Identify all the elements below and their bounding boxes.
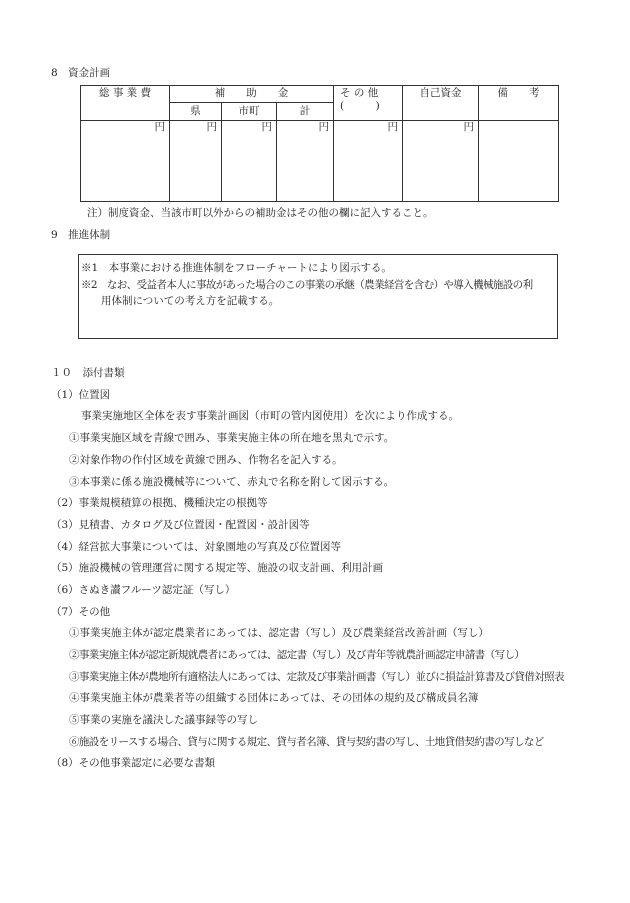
header-subtotal: 計 — [277, 103, 334, 121]
attachment-item-4: （4）経営拡大事業については、対象園地の写真及び位置図等 — [51, 541, 341, 553]
attachment-item-7-sub-4: ④事業実施主体が農業者等の組織する団体にあっては、その団体の規約及び構成員名簿 — [69, 692, 479, 704]
attachment-item-1-sub-1: ①事業実施区域を青線で囲み、事業実施主体の所在地を黒丸で示す。 — [69, 432, 395, 444]
attachment-item-1-sub-3: ③本事業に係る施設機械等について、赤丸で名称を附して図示する。 — [69, 476, 395, 488]
attachment-item-7-sub-5: ⑤事業の実施を議決した議事録等の写し — [69, 714, 258, 726]
attachment-item-1-desc: 事業実施地区全体を表す事業計画図（市町の管内図使用）を次により作成する。 — [81, 410, 459, 422]
attachment-item-6: （6）さぬき讃フルーツ認定証（写し） — [51, 584, 236, 596]
header-subsidy: 補 助 金 — [170, 86, 334, 103]
header-prefecture: 県 — [170, 103, 222, 121]
attachment-item-7: （7）その他 — [51, 606, 111, 618]
section-10-heading: １０ 添付書類 — [51, 367, 125, 379]
section-8-note: 注）制度資金、当該市町以外からの補助金はその他の欄に記入すること。 — [87, 207, 434, 219]
header-notes: 備 考 — [479, 86, 559, 121]
attachment-item-2: （2）事業規模積算の根拠、機種決定の根拠等 — [51, 497, 268, 509]
section-9-item-1: ※1 本事業における推進体制をフローチャートにより図示する。 — [81, 262, 392, 274]
attachment-item-8: （8）その他事業認定に必要な書類 — [51, 757, 216, 769]
attachment-item-3: （3）見積書、カタログ及び位置図・配置図・設計図等 — [51, 519, 310, 531]
header-own-funds: 自己資金 — [403, 86, 479, 121]
attachment-item-7-sub-6: ⑥施設をリースする場合、貸与に関する規定、貸与者名簿、貸与契約書の写し、土地貸借契約書の写しなど — [69, 736, 544, 748]
attachment-item-7-sub-3: ③事業実施主体が農地所有適格法人にあっては、定款及び事業計画書（写し）並びに損益計算書及び貸借対照表 — [69, 671, 564, 683]
attachment-item-1-sub-2: ②対象作物の作付区域を黄線で囲み、作物名を記入する。 — [69, 454, 343, 466]
cell-total-cost: 円 — [81, 121, 170, 202]
cell-subtotal: 円 — [277, 121, 334, 202]
header-other: そ の 他 ( ) — [334, 86, 403, 121]
section-9-item-2-line-2: 用体制についての考え方を記載する。 — [101, 295, 280, 307]
section-9-heading: 9 推進体制 — [51, 229, 111, 241]
attachment-item-7-sub-2: ②事業実施主体が認定新規就農者にあっては、認定書（写し）及び青年等就農計画認定申請書（写し） — [69, 649, 525, 661]
section-8-heading: 8 資金計画 — [51, 67, 111, 79]
cell-notes — [479, 121, 559, 202]
header-city: 市町 — [222, 103, 277, 121]
cell-prefecture: 円 — [170, 121, 222, 202]
section-9-item-2-line-1: ※2 なお、受益者本人に事故があった場合のこの事業の承継（農業経営を含む）や導入機械施設の利 — [81, 279, 533, 291]
attachment-item-1: （1）位置図 — [51, 389, 111, 401]
cell-other: 円 — [334, 121, 403, 202]
cell-own-funds: 円 — [403, 121, 479, 202]
header-total-cost: 総 事 業 費 — [81, 86, 170, 121]
cell-city: 円 — [222, 121, 277, 202]
attachment-item-5: （5）施設機械の管理運営に関する規定等、施設の収支計画、利用計画 — [51, 562, 384, 574]
attachment-item-7-sub-1: ①事業実施主体が認定農業者にあっては、認定書（写し）及び農業経営改善計画（写し） — [69, 627, 489, 639]
budget-table — [80, 85, 559, 202]
